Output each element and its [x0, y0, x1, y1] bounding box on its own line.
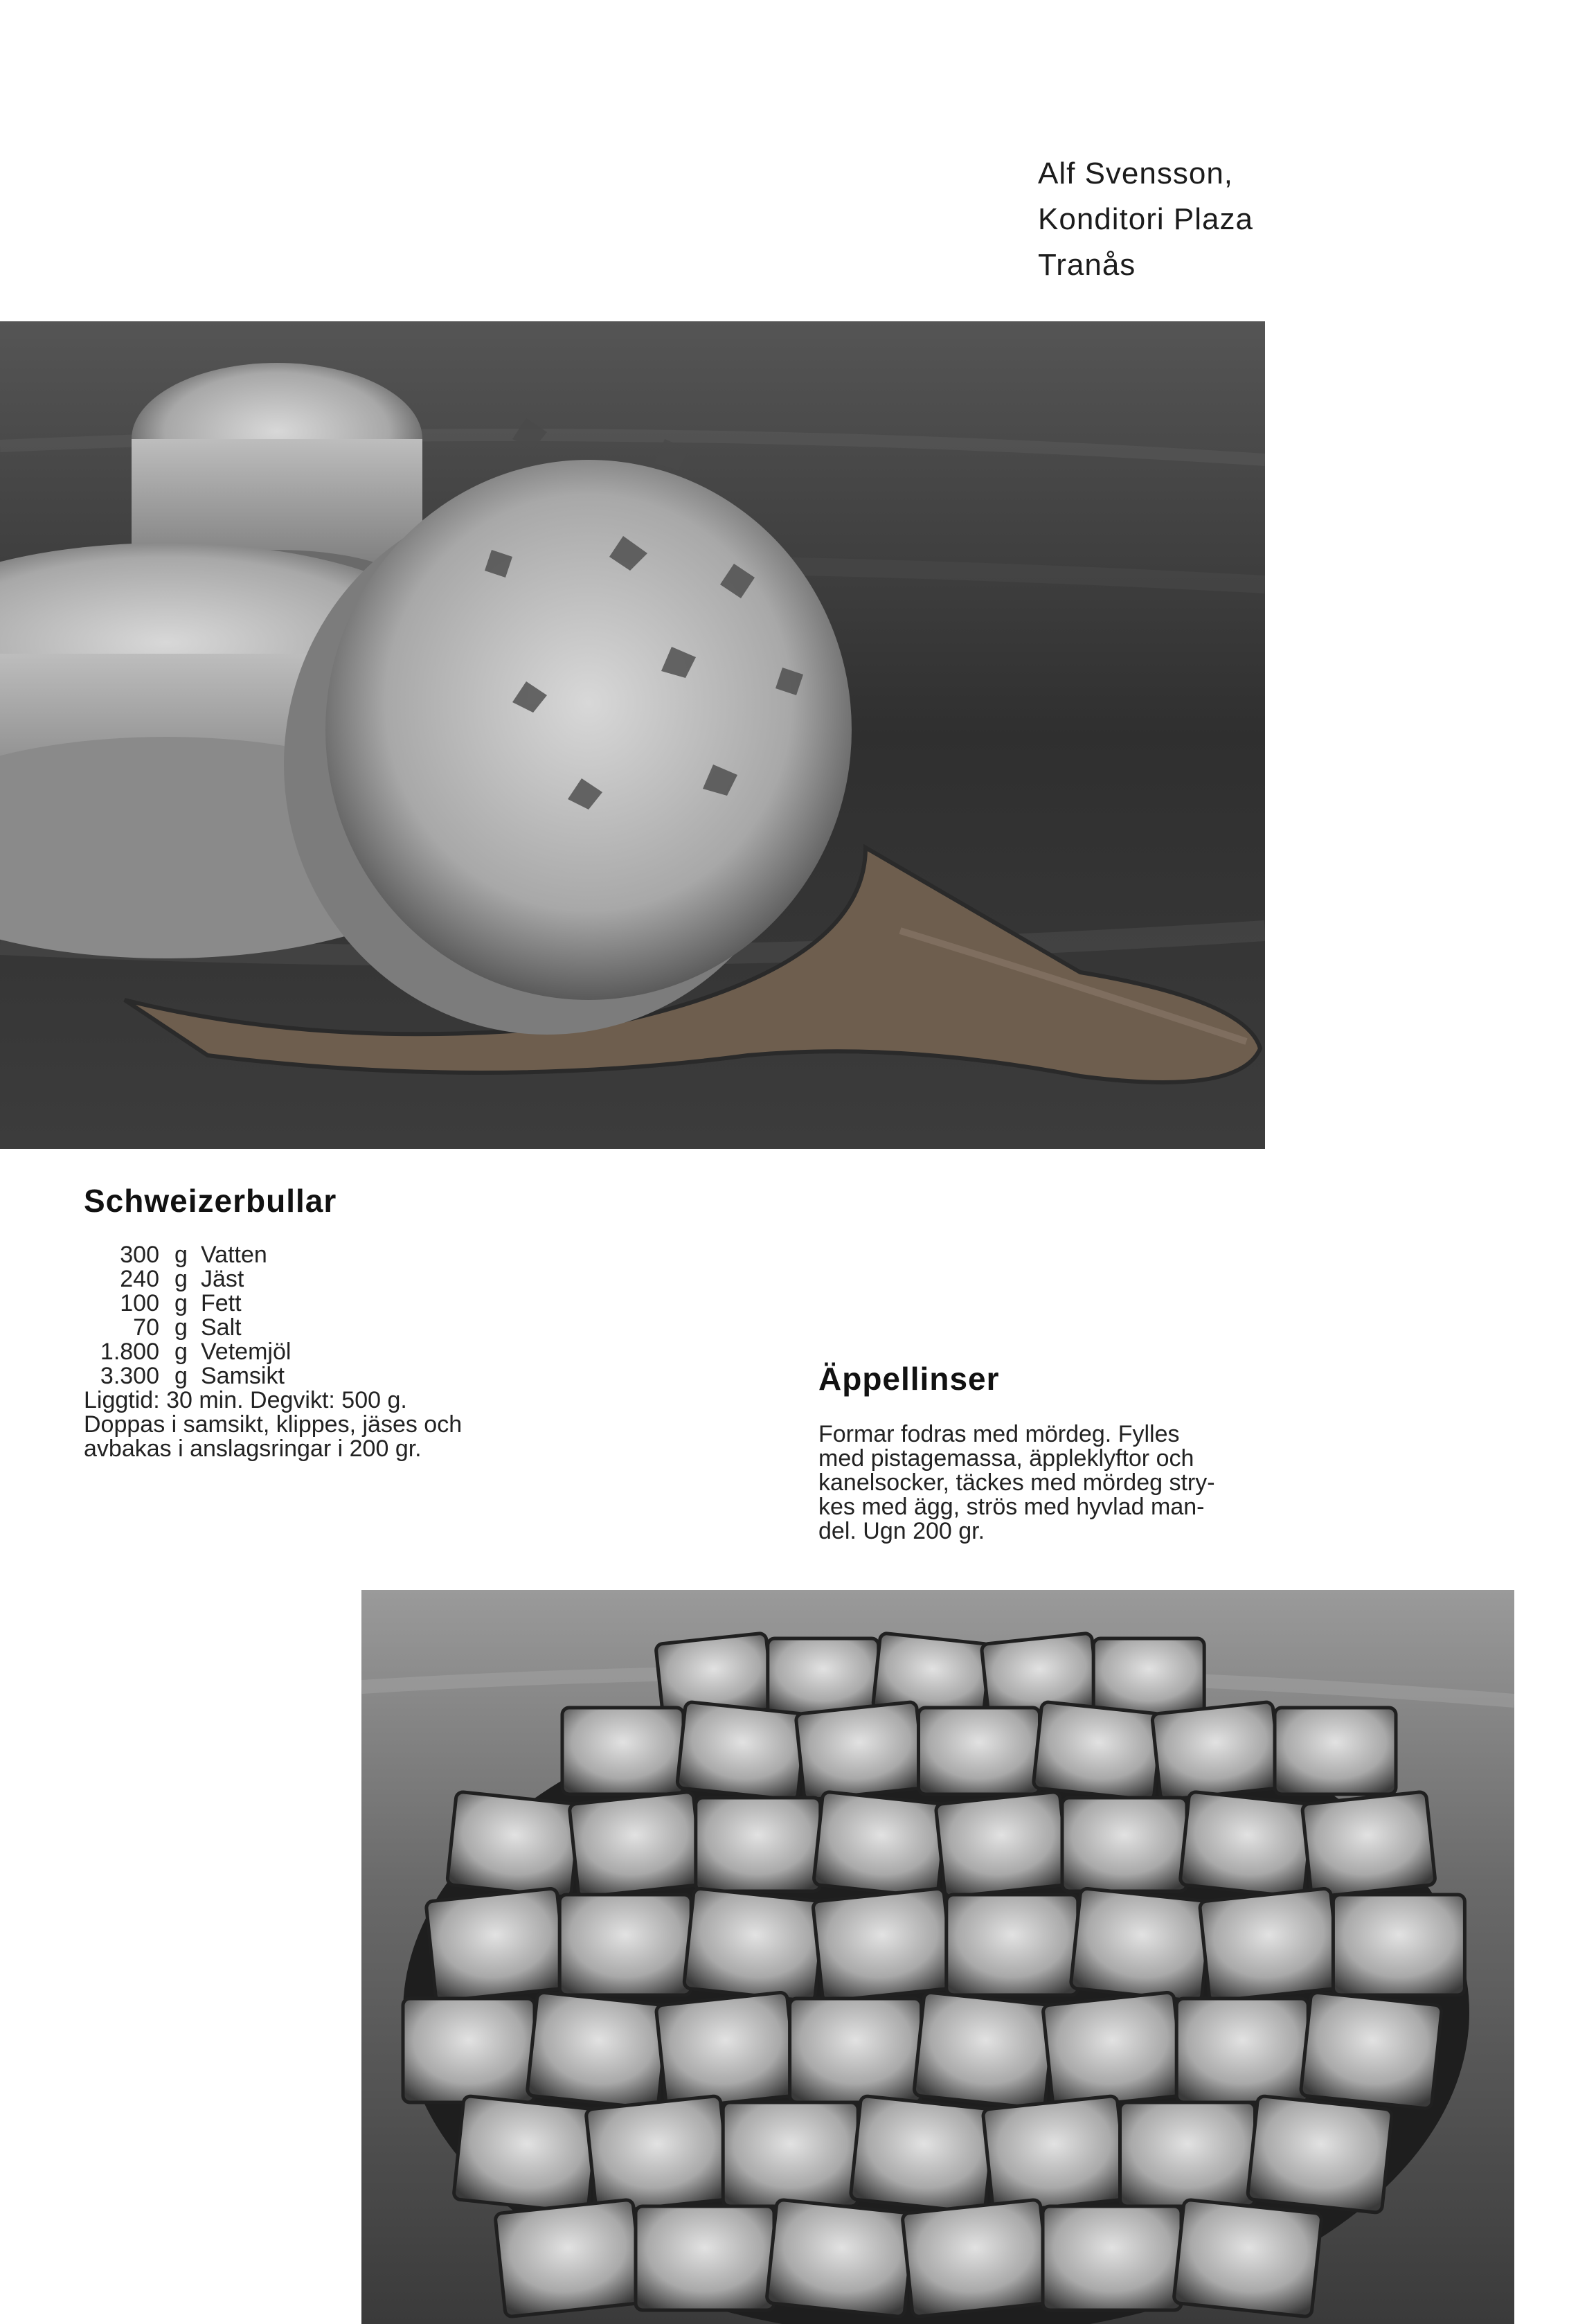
- method-line: del. Ugn 200 gr.: [818, 1518, 985, 1544]
- method-line: avbakas i anslagsringar i 200 gr.: [84, 1436, 422, 1462]
- pastry-tile: [935, 1791, 1069, 1897]
- pastry-tile: [447, 1791, 580, 1897]
- method-line: Formar fodras med mördeg. Fylles: [818, 1421, 1180, 1447]
- pastry-tile: [676, 1701, 806, 1800]
- method-line: Doppas i samsikt, klippes, jäses och: [84, 1411, 463, 1438]
- ingredient-row: [68, 1267, 291, 1291]
- ingredient-unit: g: [174, 1314, 188, 1341]
- ingredient-unit: g: [174, 1363, 188, 1389]
- ingredient-name: Fett: [201, 1290, 242, 1316]
- pastry-tile: [1093, 1638, 1204, 1715]
- pastry-tile: [1174, 2199, 1323, 2317]
- pastry-tile: [1151, 1701, 1281, 1800]
- ingredient-amount: 240: [120, 1266, 159, 1292]
- ingredient-name: Salt: [201, 1314, 242, 1341]
- pastry-tile: [1302, 1791, 1435, 1897]
- pastry-tile: [683, 1888, 825, 2001]
- pastry-tile: [1120, 2102, 1255, 2206]
- pastry-tile: [813, 1888, 954, 2001]
- schweizerbullar-photo: [0, 321, 1265, 1149]
- pastry-tile: [1333, 1895, 1464, 1995]
- recipe-title-appellinser: Äppellinser: [818, 1361, 1000, 1397]
- ingredient-unit: g: [174, 1266, 188, 1292]
- credit-town: Tranås: [1038, 248, 1136, 282]
- pastry-tile: [403, 1999, 535, 2102]
- method-line: med pistagemassa, äppleklyftor och: [818, 1445, 1194, 1472]
- pastry-tile: [1043, 1992, 1185, 2109]
- pastry-tile: [656, 1992, 798, 2109]
- pastry-tile: [796, 1701, 925, 1800]
- pastry-tile: [1043, 2206, 1181, 2310]
- pastry-tile: [902, 2199, 1051, 2317]
- pastry-tile: [426, 1888, 567, 2001]
- pastry-tile: [1300, 1992, 1442, 2109]
- ingredient-amount: 70: [133, 1314, 159, 1341]
- pastry-tile: [919, 1708, 1040, 1794]
- pastry-tile: [696, 1798, 821, 1891]
- credit-name: Alf Svensson,: [1038, 157, 1234, 190]
- pastry-tile: [586, 2095, 731, 2213]
- pastry-tile: [1070, 1888, 1212, 2001]
- ingredient-amount: 1.800: [100, 1339, 159, 1365]
- ingredient-unit: g: [174, 1339, 188, 1365]
- ingredient-name: Jäst: [201, 1266, 244, 1292]
- pastry-tile: [766, 2199, 915, 2317]
- pastry-tile: [454, 2095, 599, 2213]
- pastry-tile: [1033, 1701, 1163, 1800]
- method-line: kanelsocker, täckes med mördeg stry-: [818, 1469, 1215, 1496]
- recipe-method-appellinser: [818, 1422, 1275, 1544]
- ingredient-row: [68, 1364, 291, 1388]
- ingredient-unit: g: [174, 1242, 188, 1268]
- ingredient-row: [68, 1291, 291, 1316]
- pastry-tile: [559, 1895, 691, 1995]
- ingredient-name: Vatten: [201, 1242, 267, 1268]
- pastry-tile: [790, 1999, 922, 2102]
- pastry-tile: [1176, 1999, 1308, 2102]
- pastry-tile: [814, 1791, 947, 1897]
- ingredient-row: [68, 1316, 291, 1340]
- ingredient-name: Samsikt: [201, 1363, 285, 1389]
- author-credit: [1038, 151, 1253, 288]
- pastry-tile: [562, 1708, 683, 1794]
- pastry-tile: [723, 2102, 858, 2206]
- pastry-tile: [1199, 1888, 1341, 2001]
- pastry-tile: [495, 2199, 644, 2317]
- ingredient-row: [68, 1243, 291, 1267]
- recipe-method-schweizerbullar: [84, 1388, 527, 1461]
- pastry-tile: [850, 2095, 996, 2213]
- ingredient-name: Vetemjöl: [201, 1339, 292, 1365]
- ingredient-amount: 100: [120, 1290, 159, 1316]
- method-line: kes med ägg, strös med hyvlad man-: [818, 1494, 1205, 1520]
- pastry-tile: [569, 1791, 703, 1897]
- ingredient-row: [68, 1340, 291, 1364]
- pastry-tile: [527, 1992, 669, 2109]
- ingredient-amount: 300: [120, 1242, 159, 1268]
- pastry-tile: [983, 2095, 1128, 2213]
- ingredient-list: [68, 1243, 291, 1388]
- appellinser-photo: [361, 1590, 1514, 2324]
- pastry-tile: [1247, 2095, 1392, 2213]
- pastry-tile: [1062, 1798, 1187, 1891]
- credit-bakery: Konditori Plaza: [1038, 202, 1253, 236]
- pastry-tile: [636, 2206, 774, 2310]
- pastry-tile: [947, 1895, 1078, 1995]
- pastry-tile: [1275, 1708, 1396, 1794]
- pastry-tile: [1180, 1791, 1313, 1897]
- pastry-tile: [768, 1638, 879, 1715]
- ingredient-amount: 3.300: [100, 1363, 159, 1389]
- ingredient-unit: g: [174, 1290, 188, 1316]
- recipe-title-schweizerbullar: Schweizerbullar: [84, 1183, 337, 1219]
- method-line: Liggtid: 30 min. Degvikt: 500 g.: [84, 1387, 407, 1413]
- pastry-tile: [913, 1992, 1055, 2109]
